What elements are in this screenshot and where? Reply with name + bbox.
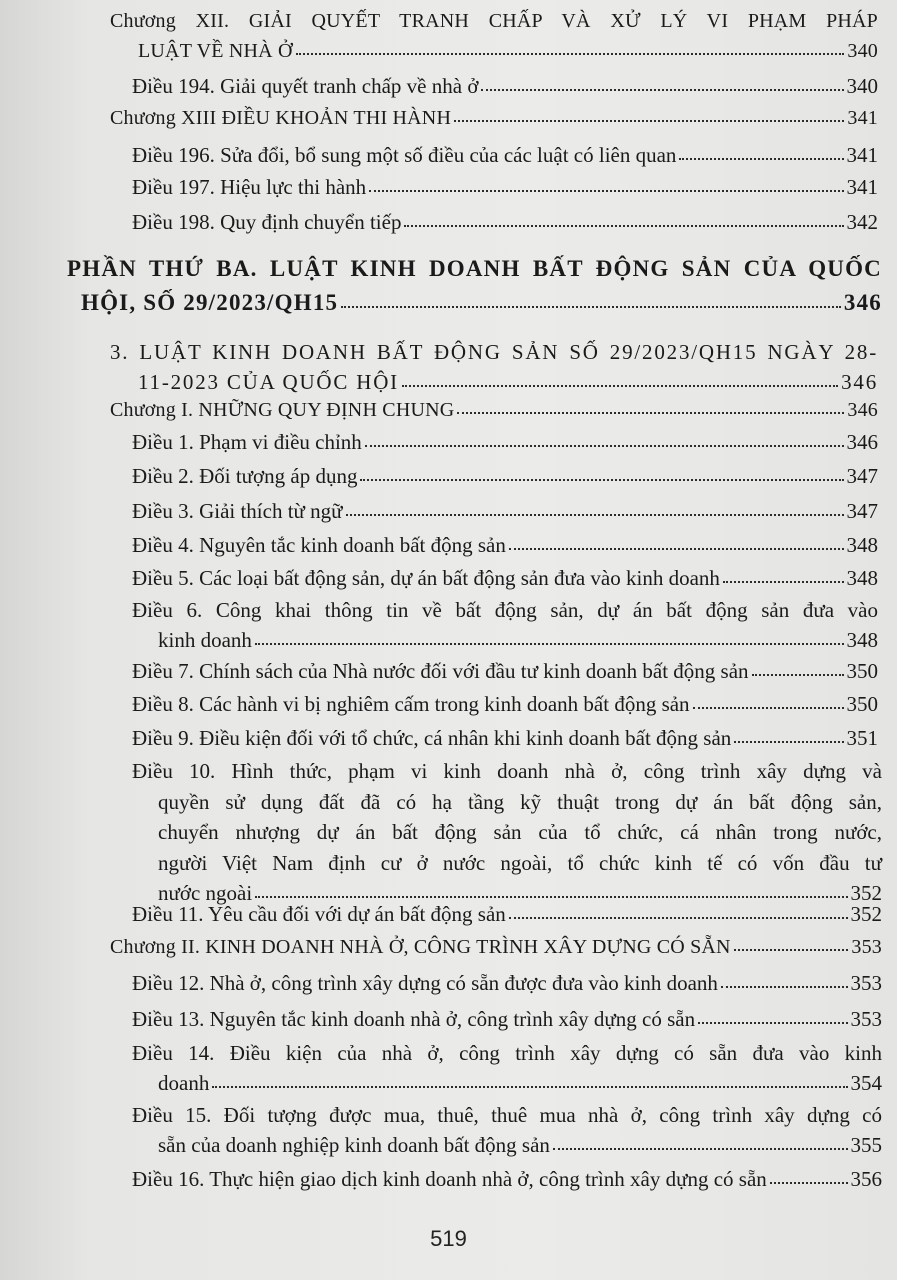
dot-leader [212,1068,847,1088]
toc-entry-text-line: Điều 6. Công khai thông tin về bất động sản, dự án bất động sản đưa vào [132,598,878,622]
toc-page-number: 340 [846,74,878,98]
toc-page-number: 341 [846,175,878,199]
toc-page-number: 350 [846,692,878,716]
toc-page-number: 346 [843,290,882,315]
dot-leader [693,689,844,709]
toc-entry-d198[interactable] [132,207,878,237]
toc-entry-ch1[interactable] [110,395,878,425]
toc-entry-d9[interactable] [132,723,878,753]
toc-entry-text-line: Chương XII. GIẢI QUYẾT TRANH CHẤP VÀ XỬ LÝ VI PHẠM PHÁP [110,10,878,32]
toc-entry-title: HỘI, SỐ 29/2023/QH15 [81,290,339,315]
toc-entry-d11[interactable] [132,899,882,929]
toc-page-number: 340 [847,40,878,62]
toc-entry-d4[interactable] [132,530,878,560]
toc-entry-d10[interactable] [132,756,882,909]
toc-page-number: 341 [847,107,878,129]
toc-entry-title: doanh [158,1071,210,1095]
toc-page-number: 353 [850,1007,882,1031]
toc-entry-text-line: 3. LUẬT KINH DOANH BẤT ĐỘNG SẢN SỐ 29/2023/QH15 NGÀY 28- [110,340,878,364]
toc-entry-title: kinh doanh [158,628,252,652]
toc-entry-d194[interactable] [132,71,878,101]
toc-entry-text-line: Điều 15. Đối tượng được mua, thuê, thuê mua nhà ở, công trình xây dựng có [132,1103,882,1127]
dot-leader [721,968,848,988]
toc-entry-title: Điều 13. Nguyên tắc kinh doanh nhà ở, công trình xây dựng có sẵn [132,1007,696,1031]
toc-page-number: 351 [846,726,878,750]
toc-entry-title: Điều 5. Các loại bất động sản, dự án bất động sản đưa vào kinh doanh [132,566,720,590]
toc-page-number: 347 [846,464,878,488]
toc-entry-d197[interactable] [132,172,878,202]
dot-leader [734,931,849,951]
dot-leader [723,563,844,583]
toc-entry-title: Điều 3. Giải thích từ ngữ [132,499,343,523]
toc-page-number: 353 [850,971,882,995]
toc-page-number: 352 [850,881,882,905]
toc-entry-d3[interactable] [132,496,878,526]
toc-entry-d6[interactable] [132,595,878,655]
dot-leader [369,172,843,192]
toc-entry-d12[interactable] [132,968,882,998]
toc-entry-d16[interactable] [132,1164,882,1194]
dot-leader [481,71,843,91]
toc-entry-ch2[interactable] [110,932,882,962]
dot-leader [679,140,843,160]
toc-entry-d14[interactable] [132,1038,882,1098]
toc-page-number: 346 [841,370,878,394]
toc-entry-d2[interactable] [132,461,878,491]
dot-leader [346,496,844,516]
toc-entry-title: Chương II. KINH DOANH NHÀ Ở, CÔNG TRÌNH XÂY DỰNG CÓ SẴN [110,936,731,958]
toc-entry-title: Điều 197. Hiệu lực thi hành [132,175,367,199]
dot-leader [255,878,847,898]
dot-leader [255,625,844,645]
toc-entry-title: nước ngoài [158,881,253,905]
toc-entry-d13[interactable] [132,1004,882,1034]
toc-entry-title: Điều 11. Yêu cầu đối với dự án bất động sản [132,902,506,926]
dot-leader [457,394,844,414]
dot-leader [752,656,844,676]
toc-entry-law3[interactable] [110,337,878,397]
toc-entry-title: Điều 196. Sửa đổi, bổ sung một số điều của các luật có liên quan [132,143,677,167]
dot-leader [404,207,843,227]
dot-leader [341,288,841,308]
toc-entry-title: sẵn của doanh nghiệp kinh doanh bất động sản [158,1133,550,1157]
toc-entry-title: Chương I. NHỮNG QUY ĐỊNH CHUNG [110,399,455,421]
toc-entry-d196[interactable] [132,140,878,170]
toc-entry-d1[interactable] [132,427,878,457]
toc-entry-title: Điều 16. Thực hiện giao dịch kinh doanh nhà ở, công trình xây dựng có sẵn [132,1167,767,1191]
toc-entry-d7[interactable] [132,656,878,686]
toc-page-number: 347 [846,499,878,523]
dot-leader [509,530,844,550]
dot-leader [365,427,844,447]
toc-entry-text-line: quyền sử dụng đất đã có hạ tầng kỹ thuật trong dự án bất động sản, [158,789,882,814]
toc-entry-ch12[interactable] [110,6,878,66]
toc-page-number: 350 [846,659,878,683]
toc-entry-ch13[interactable] [110,103,878,133]
toc-entry-part3[interactable] [67,252,882,320]
dot-leader [770,1164,848,1184]
dot-leader [509,899,848,919]
toc-entry-title: 11-2023 CỦA QUỐC HỘI [138,370,399,394]
toc-page-number: 346 [847,399,878,421]
toc-page-number: 346 [846,430,878,454]
toc-page-number: 348 [846,628,878,652]
toc-entry-title: Điều 194. Giải quyết tranh chấp về nhà ở [132,74,479,98]
toc-entry-text-line: chuyển nhượng dự án bất động sản của tổ chức, cá nhân trong nước, [158,820,882,844]
toc-entry-d15[interactable] [132,1100,882,1160]
toc-entry-title: Điều 8. Các hành vi bị nghiêm cấm trong kinh doanh bất động sản [132,692,690,716]
page-number: 519 [430,1226,467,1251]
toc-page-number: 355 [850,1133,882,1157]
toc-entry-text-line: người Việt Nam định cư ở nước ngoài, tổ chức kinh tế có vốn đầu tư [158,850,882,875]
toc-entry-d5[interactable] [132,563,878,593]
dot-leader [360,461,843,481]
toc-entry-d8[interactable] [132,689,878,719]
toc-page-number: 342 [846,210,878,234]
toc-page-number: 348 [846,566,878,590]
toc-entry-title: Điều 4. Nguyên tắc kinh doanh bất động sản [132,533,506,557]
toc-entry-title: Điều 9. Điều kiện đối với tổ chức, cá nhân khi kinh doanh bất động sản [132,726,732,750]
toc-page-number: 352 [850,902,882,926]
toc-entry-title: Điều 198. Quy định chuyển tiếp [132,210,402,234]
toc-entry-title: Chương XIII ĐIỀU KHOẢN THI HÀNH [110,107,452,129]
dot-leader [734,723,843,743]
toc-page-number: 354 [850,1071,882,1095]
toc-entry-title: LUẬT VỀ NHÀ Ở [138,40,293,62]
toc-entry-title: Điều 2. Đối tượng áp dụng [132,464,358,488]
toc-entry-text-line: Điều 14. Điều kiện của nhà ở, công trình xây dựng có sẵn đưa vào kinh [132,1041,882,1065]
toc-entry-title: Điều 1. Phạm vi điều chỉnh [132,430,362,454]
dot-leader [698,1004,847,1024]
dot-leader [402,367,838,387]
toc-page-number: 356 [850,1167,882,1191]
toc-entry-title: Điều 7. Chính sách của Nhà nước đối với đầu tư kinh doanh bất động sản [132,659,749,683]
dot-leader [454,102,844,122]
toc-page-number: 348 [846,533,878,557]
toc-entry-text-line: PHẦN THỨ BA. LUẬT KINH DOANH BẤT ĐỘNG SẢN CỦA QUỐC [67,256,882,281]
toc-page-number: 341 [846,143,878,167]
dot-leader [296,35,845,55]
dot-leader [553,1130,848,1150]
toc-entry-text-line: Điều 10. Hình thức, phạm vi kinh doanh nhà ở, công trình xây dựng và [132,759,882,783]
toc-page-number: 353 [851,936,882,958]
toc-entry-title: Điều 12. Nhà ở, công trình xây dựng có sẵn được đưa vào kinh doanh [132,971,718,995]
